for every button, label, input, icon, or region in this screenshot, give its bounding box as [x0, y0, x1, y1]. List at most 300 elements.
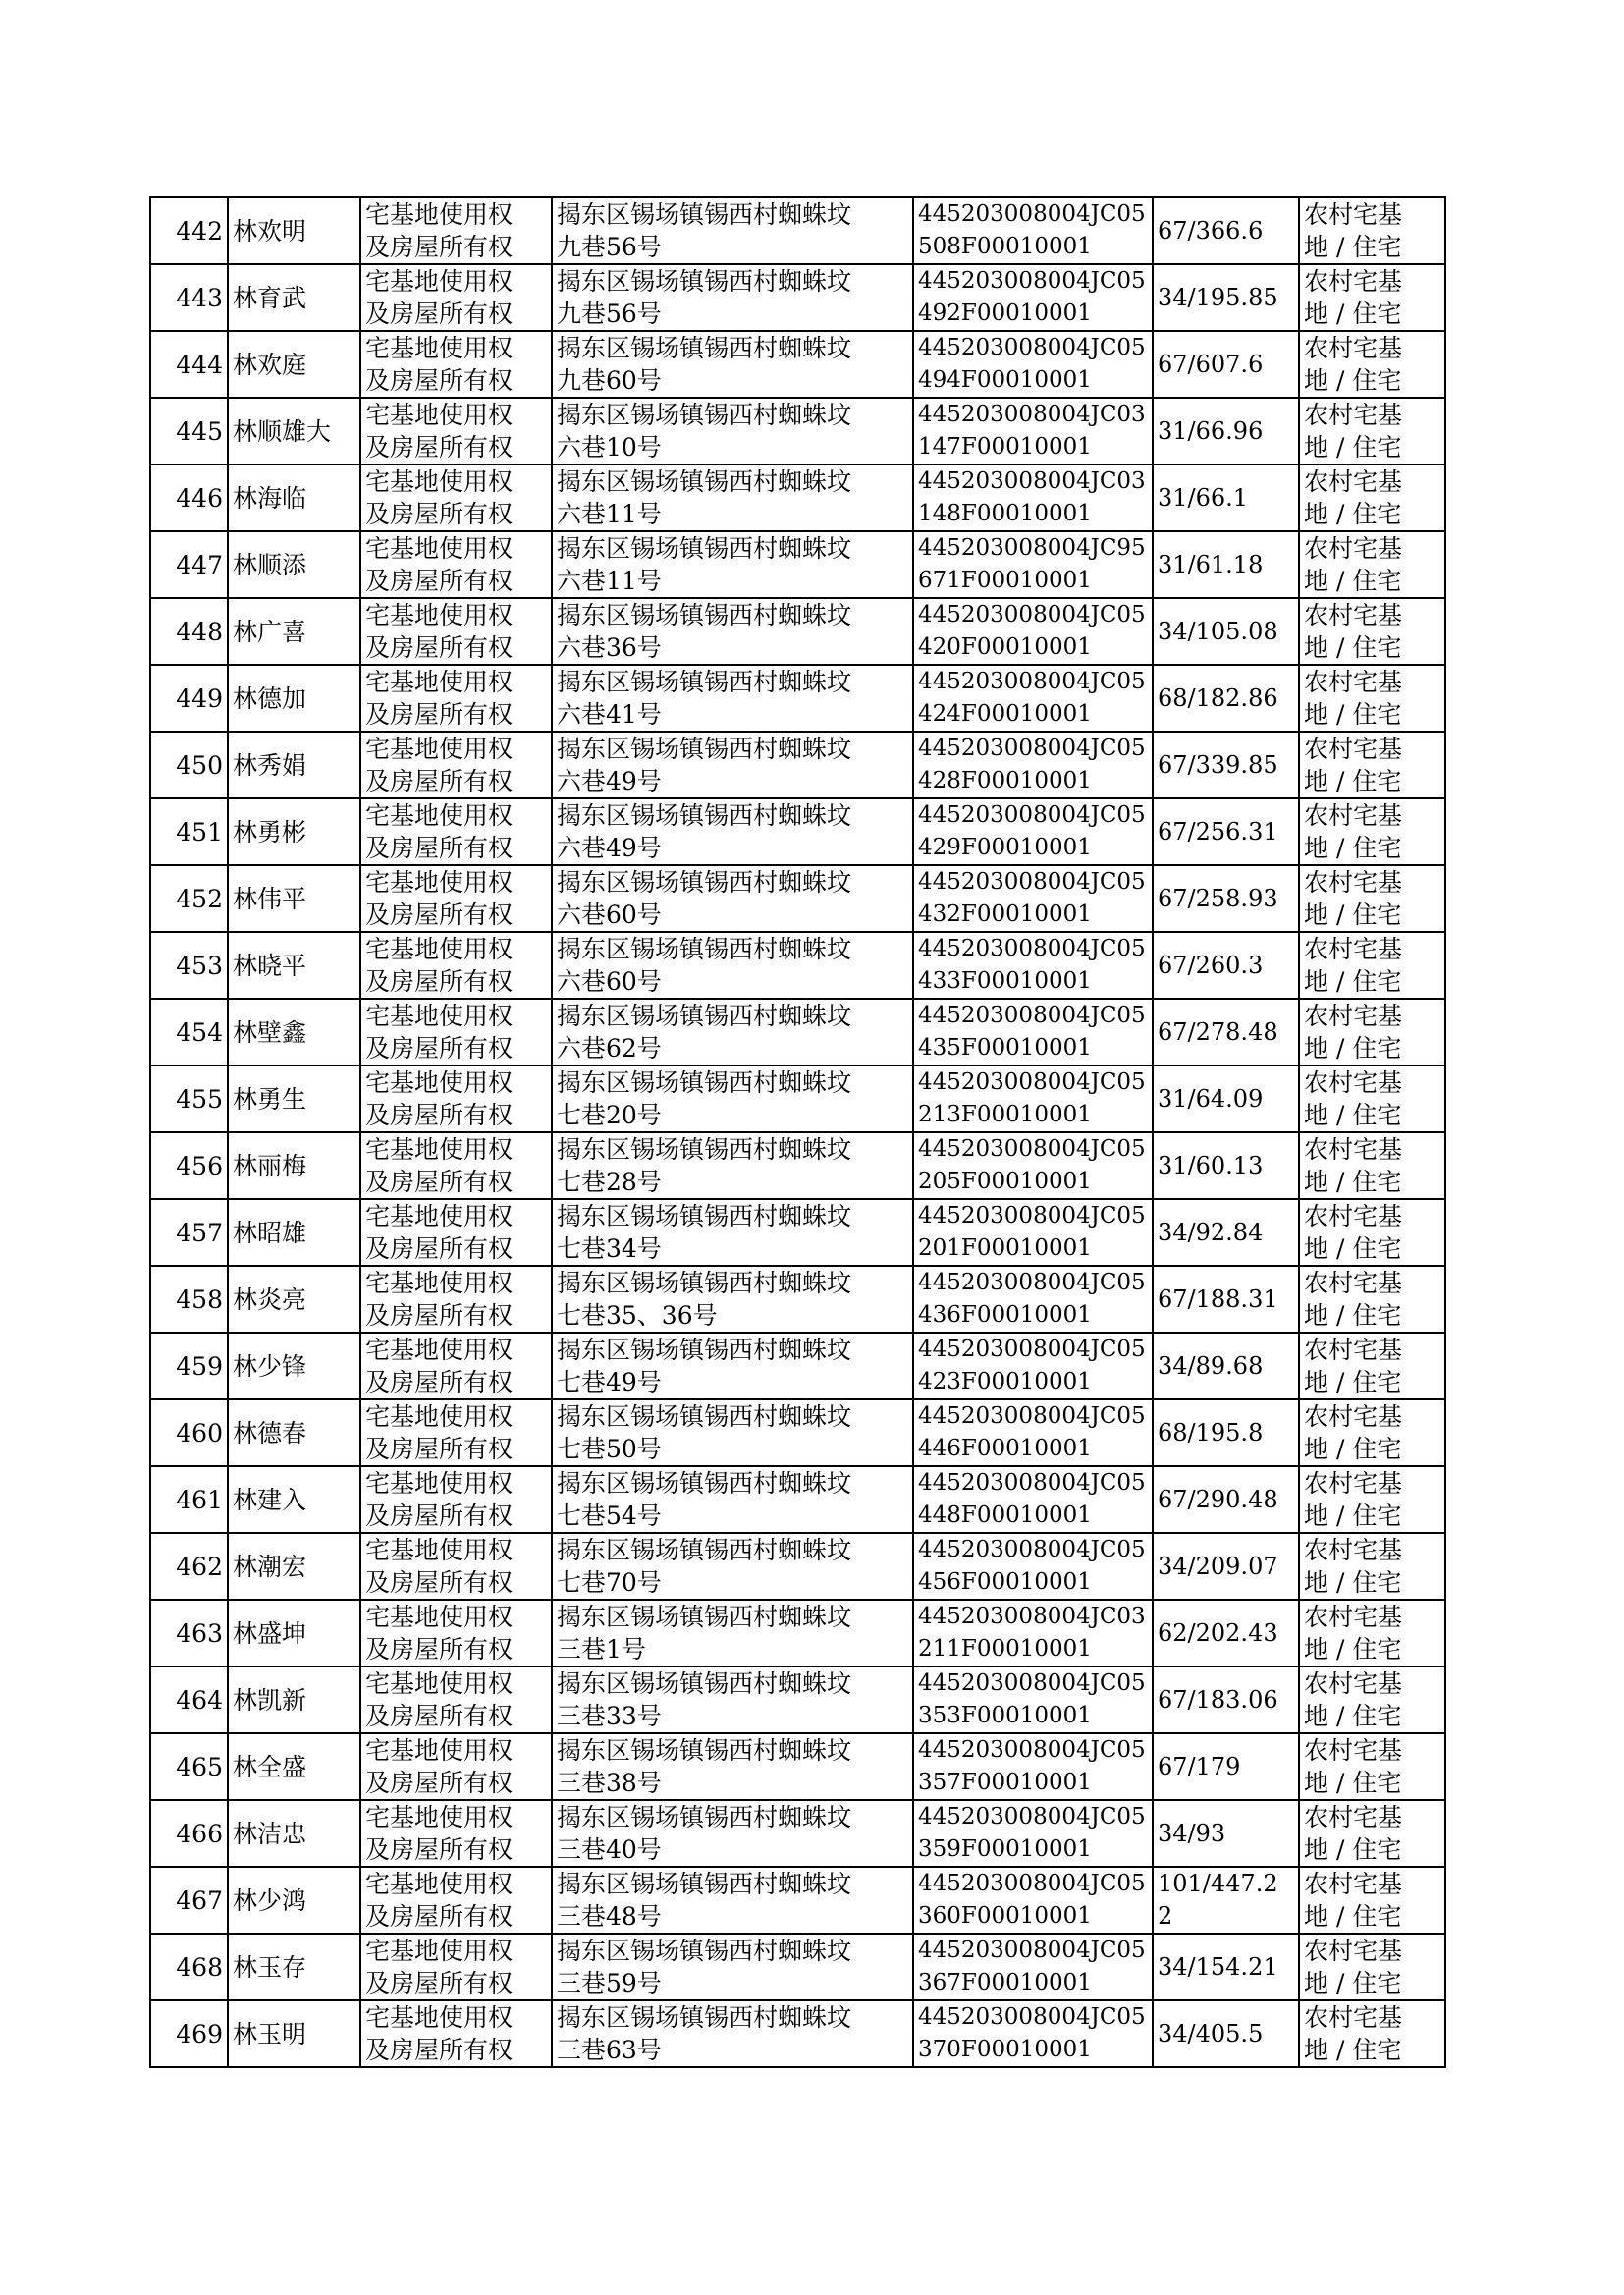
table-row — [150, 1733, 1445, 1800]
table-row — [150, 2000, 1445, 2067]
owner-name-text: 林少锋 — [233, 1351, 307, 1381]
unit-code-text: 445203008004JC05 — [918, 201, 1146, 227]
land-use-text: 地 / 住宅 — [1304, 1902, 1402, 1931]
right-type-cell — [360, 598, 552, 665]
unit-code-cell — [913, 1934, 1153, 2000]
owner-name-cell — [228, 598, 360, 665]
area-cell — [1153, 1600, 1299, 1667]
unit-code-cell — [913, 1199, 1153, 1266]
area-text: 62/202.43 — [1158, 1618, 1278, 1647]
unit-code-text: 432F00010001 — [918, 902, 1092, 927]
area-cell — [1153, 1399, 1299, 1466]
owner-name-text: 林炎亮 — [233, 1284, 307, 1314]
address-cell — [552, 398, 913, 464]
right-type-text: 宅基地使用权 — [365, 868, 514, 897]
right-type-text: 宅基地使用权 — [365, 601, 514, 629]
address-text: 七巷50号 — [557, 1435, 662, 1463]
row-number-text: 467 — [176, 1885, 223, 1915]
right-type-text: 及房屋所有权 — [365, 1435, 514, 1463]
address-text: 揭东区锡场镇锡西村蜘蛛坟 — [557, 1803, 852, 1831]
area-cell — [1153, 732, 1299, 798]
right-type-text: 宅基地使用权 — [365, 1469, 514, 1498]
area-text: 31/66.96 — [1158, 416, 1264, 445]
unit-code-text: 445203008004JC03 — [918, 468, 1146, 494]
unit-code-text: 445203008004JC05 — [918, 1804, 1146, 1830]
row-number-text: 450 — [176, 750, 223, 780]
right-type-cell — [360, 1132, 552, 1199]
table-row — [150, 665, 1445, 732]
right-type-cell — [360, 1733, 552, 1800]
unit-code-text: 445203008004JC05 — [918, 936, 1146, 961]
unit-code-text: 508F00010001 — [918, 234, 1092, 259]
right-type-cell — [360, 1333, 552, 1399]
address-cell — [552, 1199, 913, 1266]
land-use-text: 农村宅基 — [1304, 735, 1403, 763]
address-cell — [552, 732, 913, 798]
right-type-text: 及房屋所有权 — [365, 1168, 514, 1196]
address-text: 七巷20号 — [557, 1101, 662, 1129]
right-type-text: 及房屋所有权 — [365, 1502, 514, 1530]
table-row — [150, 1266, 1445, 1333]
right-type-cell — [360, 1667, 552, 1733]
right-type-cell — [360, 1533, 552, 1600]
land-use-text: 地 / 住宅 — [1304, 300, 1402, 328]
unit-code-cell — [913, 197, 1153, 264]
address-cell — [552, 331, 913, 398]
right-type-text: 宅基地使用权 — [365, 935, 514, 963]
unit-code-text: 671F00010001 — [918, 568, 1092, 593]
right-type-text: 及房屋所有权 — [365, 1568, 514, 1597]
unit-code-text: 423F00010001 — [918, 1369, 1092, 1394]
table-row — [150, 1800, 1445, 1867]
address-text: 揭东区锡场镇锡西村蜘蛛坟 — [557, 735, 852, 763]
row-number-text: 463 — [176, 1618, 223, 1648]
right-type-text: 宅基地使用权 — [365, 1736, 514, 1765]
table-row — [150, 1466, 1445, 1533]
area-text: 67/188.31 — [1158, 1284, 1278, 1313]
row-number-cell — [150, 598, 228, 665]
table-row — [150, 1533, 1445, 1600]
address-text: 揭东区锡场镇锡西村蜘蛛坟 — [557, 1536, 852, 1564]
table-row — [150, 732, 1445, 798]
land-use-cell — [1299, 197, 1445, 264]
right-type-cell — [360, 932, 552, 999]
owner-name-text: 林玉存 — [233, 1952, 307, 1982]
table-row — [150, 1667, 1445, 1733]
row-number-cell — [150, 932, 228, 999]
address-text: 揭东区锡场镇锡西村蜘蛛坟 — [557, 267, 852, 296]
address-cell — [552, 197, 913, 264]
right-type-text: 宅基地使用权 — [365, 534, 514, 563]
owner-name-text: 林玉明 — [233, 2019, 307, 2049]
land-use-cell — [1299, 1667, 1445, 1733]
unit-code-text: 357F00010001 — [918, 1770, 1092, 1795]
owner-name-cell — [228, 1533, 360, 1600]
right-type-text: 宅基地使用权 — [365, 2003, 514, 2032]
area-cell — [1153, 197, 1299, 264]
address-cell — [552, 264, 913, 331]
row-number-text: 460 — [176, 1418, 223, 1448]
owner-name-text: 林秀娟 — [233, 750, 307, 780]
table-row — [150, 1600, 1445, 1667]
right-type-cell — [360, 1466, 552, 1533]
unit-code-text: 201F00010001 — [918, 1235, 1092, 1261]
row-number-cell — [150, 1533, 228, 1600]
area-text: 34/195.85 — [1158, 283, 1278, 311]
area-text: 34/93 — [1158, 1819, 1226, 1847]
right-type-text: 及房屋所有权 — [365, 834, 514, 862]
land-use-cell — [1299, 665, 1445, 732]
right-type-cell — [360, 1867, 552, 1934]
land-use-text: 地 / 住宅 — [1304, 1769, 1402, 1797]
right-type-cell — [360, 1199, 552, 1266]
right-type-text: 及房屋所有权 — [365, 1702, 514, 1730]
land-use-text: 地 / 住宅 — [1304, 233, 1402, 261]
unit-code-cell — [913, 732, 1153, 798]
owner-name-cell — [228, 1867, 360, 1934]
row-number-text: 446 — [176, 483, 223, 513]
address-cell — [552, 1934, 913, 2000]
row-number-text: 451 — [176, 817, 223, 847]
right-type-text: 及房屋所有权 — [365, 1101, 514, 1129]
address-text: 揭东区锡场镇锡西村蜘蛛坟 — [557, 1135, 852, 1164]
land-use-text: 地 / 住宅 — [1304, 1835, 1402, 1864]
area-text: 67/278.48 — [1158, 1017, 1278, 1046]
right-type-cell — [360, 732, 552, 798]
land-use-cell — [1299, 1333, 1445, 1399]
address-text: 七巷35、36号 — [557, 1301, 718, 1330]
land-use-cell — [1299, 1266, 1445, 1333]
row-number-cell — [150, 1466, 228, 1533]
land-use-text: 农村宅基 — [1304, 200, 1403, 229]
table-row — [150, 398, 1445, 464]
area-text: 67/339.85 — [1158, 750, 1278, 779]
land-use-cell — [1299, 1867, 1445, 1934]
table-row — [150, 197, 1445, 264]
address-text: 七巷34号 — [557, 1234, 662, 1263]
unit-code-text: 445203008004JC05 — [918, 869, 1146, 895]
row-number-text: 462 — [176, 1552, 223, 1581]
table-row — [150, 464, 1445, 531]
land-use-text: 农村宅基 — [1304, 1402, 1403, 1431]
unit-code-text: 445203008004JC05 — [918, 669, 1146, 694]
area-cell — [1153, 1333, 1299, 1399]
area-text: 68/182.86 — [1158, 683, 1278, 712]
row-number-text: 455 — [176, 1084, 223, 1114]
address-text: 揭东区锡场镇锡西村蜘蛛坟 — [557, 1269, 852, 1297]
unit-code-cell — [913, 464, 1153, 531]
right-type-cell — [360, 1066, 552, 1132]
address-cell — [552, 1867, 913, 1934]
unit-code-text: 353F00010001 — [918, 1703, 1092, 1728]
area-text: 34/209.07 — [1158, 1552, 1278, 1580]
unit-code-text: 445203008004JC05 — [918, 2004, 1146, 2030]
right-type-text: 及房屋所有权 — [365, 2036, 514, 2064]
area-text: 2 — [1158, 1902, 1173, 1930]
address-text: 揭东区锡场镇锡西村蜘蛛坟 — [557, 1870, 852, 1898]
address-text: 六巷49号 — [557, 834, 662, 862]
address-text: 七巷49号 — [557, 1368, 662, 1396]
area-text: 67/183.06 — [1158, 1685, 1278, 1714]
right-type-text: 宅基地使用权 — [365, 1068, 514, 1097]
land-use-text: 地 / 住宅 — [1304, 901, 1402, 929]
address-text: 六巷49号 — [557, 767, 662, 795]
row-number-cell — [150, 665, 228, 732]
owner-name-text: 林少鸿 — [233, 1885, 307, 1915]
right-type-text: 及房屋所有权 — [365, 1368, 514, 1396]
land-use-cell — [1299, 1800, 1445, 1867]
row-number-text: 469 — [176, 2019, 223, 2049]
land-use-cell — [1299, 398, 1445, 464]
address-cell — [552, 1733, 913, 1800]
area-cell — [1153, 1800, 1299, 1867]
right-type-text: 宅基地使用权 — [365, 1135, 514, 1164]
address-text: 揭东区锡场镇锡西村蜘蛛坟 — [557, 1603, 852, 1631]
unit-code-text: 445203008004JC05 — [918, 1470, 1146, 1496]
owner-name-cell — [228, 798, 360, 865]
area-text: 34/105.08 — [1158, 617, 1278, 645]
row-number-cell — [150, 531, 228, 598]
right-type-cell — [360, 331, 552, 398]
area-cell — [1153, 1266, 1299, 1333]
area-text: 34/92.84 — [1158, 1218, 1264, 1246]
right-type-text: 及房屋所有权 — [365, 433, 514, 462]
area-cell — [1153, 1533, 1299, 1600]
land-use-text: 农村宅基 — [1304, 467, 1403, 496]
row-number-cell — [150, 1399, 228, 1466]
address-cell — [552, 2000, 913, 2067]
address-text: 六巷36号 — [557, 633, 662, 662]
right-type-text: 宅基地使用权 — [365, 334, 514, 362]
owner-name-cell — [228, 1667, 360, 1733]
area-cell — [1153, 1132, 1299, 1199]
address-text: 三巷63号 — [557, 2036, 662, 2064]
unit-code-text: 148F00010001 — [918, 501, 1092, 526]
unit-code-cell — [913, 331, 1153, 398]
owner-name-cell — [228, 1600, 360, 1667]
unit-code-text: 446F00010001 — [918, 1436, 1092, 1461]
address-cell — [552, 598, 913, 665]
unit-code-cell — [913, 1266, 1153, 1333]
unit-code-text: 445203008004JC05 — [918, 1938, 1146, 1963]
right-type-text: 宅基地使用权 — [365, 267, 514, 296]
land-use-text: 地 / 住宅 — [1304, 567, 1402, 595]
unit-code-text: 445203008004JC95 — [918, 535, 1146, 561]
owner-name-cell — [228, 2000, 360, 2067]
row-number-text: 442 — [176, 216, 223, 246]
address-text: 揭东区锡场镇锡西村蜘蛛坟 — [557, 1336, 852, 1364]
area-cell — [1153, 865, 1299, 932]
land-use-cell — [1299, 464, 1445, 531]
land-use-text: 农村宅基 — [1304, 1469, 1403, 1498]
address-cell — [552, 798, 913, 865]
land-use-cell — [1299, 1399, 1445, 1466]
area-cell — [1153, 798, 1299, 865]
address-text: 六巷10号 — [557, 433, 662, 462]
row-number-text: 465 — [176, 1752, 223, 1781]
land-use-cell — [1299, 732, 1445, 798]
row-number-cell — [150, 197, 228, 264]
land-use-text: 农村宅基 — [1304, 1536, 1403, 1564]
owner-name-text: 林全盛 — [233, 1752, 307, 1781]
right-type-cell — [360, 665, 552, 732]
unit-code-text: 433F00010001 — [918, 968, 1092, 994]
right-type-cell — [360, 865, 552, 932]
right-type-text: 及房屋所有权 — [365, 901, 514, 929]
area-cell — [1153, 464, 1299, 531]
row-number-cell — [150, 2000, 228, 2067]
unit-code-cell — [913, 932, 1153, 999]
area-text: 67/260.3 — [1158, 951, 1264, 979]
address-text: 七巷54号 — [557, 1502, 662, 1530]
row-number-cell — [150, 865, 228, 932]
address-text: 揭东区锡场镇锡西村蜘蛛坟 — [557, 401, 852, 429]
land-use-text: 农村宅基 — [1304, 1736, 1403, 1765]
right-type-text: 宅基地使用权 — [365, 1536, 514, 1564]
address-text: 六巷60号 — [557, 901, 662, 929]
row-number-text: 447 — [176, 550, 223, 579]
table-row — [150, 1934, 1445, 2000]
land-use-text: 地 / 住宅 — [1304, 1234, 1402, 1263]
right-type-text: 宅基地使用权 — [365, 1937, 514, 1965]
address-text: 三巷59号 — [557, 1969, 662, 1997]
unit-code-cell — [913, 1333, 1153, 1399]
table-row — [150, 1199, 1445, 1266]
land-use-cell — [1299, 1934, 1445, 2000]
owner-name-cell — [228, 665, 360, 732]
unit-code-cell — [913, 1800, 1153, 1867]
row-number-text: 459 — [176, 1351, 223, 1381]
unit-code-text: 445203008004JC05 — [918, 1670, 1146, 1696]
unit-code-text: 445203008004JC03 — [918, 1604, 1146, 1629]
address-cell — [552, 1266, 913, 1333]
owner-name-cell — [228, 264, 360, 331]
land-use-text: 地 / 住宅 — [1304, 1969, 1402, 1997]
unit-code-cell — [913, 1132, 1153, 1199]
unit-code-text: 367F00010001 — [918, 1970, 1092, 1995]
land-use-text: 农村宅基 — [1304, 401, 1403, 429]
unit-code-cell — [913, 1667, 1153, 1733]
land-use-text: 农村宅基 — [1304, 334, 1403, 362]
address-text: 揭东区锡场镇锡西村蜘蛛坟 — [557, 601, 852, 629]
address-cell — [552, 1399, 913, 1466]
land-use-text: 地 / 住宅 — [1304, 500, 1402, 528]
land-use-cell — [1299, 2000, 1445, 2067]
row-number-text: 444 — [176, 350, 223, 379]
land-use-text: 地 / 住宅 — [1304, 767, 1402, 795]
right-type-text: 及房屋所有权 — [365, 633, 514, 662]
area-text: 67/256.31 — [1158, 817, 1278, 846]
unit-code-text: 359F00010001 — [918, 1836, 1092, 1862]
address-text: 揭东区锡场镇锡西村蜘蛛坟 — [557, 467, 852, 496]
table-row — [150, 531, 1445, 598]
owner-name-cell — [228, 1466, 360, 1533]
owner-name-cell — [228, 1266, 360, 1333]
area-cell — [1153, 2000, 1299, 2067]
address-text: 七巷28号 — [557, 1168, 662, 1196]
land-use-text: 地 / 住宅 — [1304, 1168, 1402, 1196]
area-text: 67/290.48 — [1158, 1485, 1278, 1513]
row-number-cell — [150, 732, 228, 798]
area-cell — [1153, 531, 1299, 598]
land-use-cell — [1299, 798, 1445, 865]
unit-code-text: 445203008004JC05 — [918, 736, 1146, 761]
land-use-cell — [1299, 1733, 1445, 1800]
area-text: 101/447.2 — [1158, 1870, 1278, 1897]
register-table-body — [150, 197, 1445, 2067]
owner-name-cell — [228, 464, 360, 531]
land-use-text: 地 / 住宅 — [1304, 1368, 1402, 1396]
table-row — [150, 1066, 1445, 1132]
owner-name-text: 林海临 — [233, 483, 307, 513]
land-use-cell — [1299, 999, 1445, 1066]
address-text: 揭东区锡场镇锡西村蜘蛛坟 — [557, 200, 852, 229]
address-text: 揭东区锡场镇锡西村蜘蛛坟 — [557, 1002, 852, 1030]
unit-code-text: 445203008004JC05 — [918, 1069, 1146, 1095]
land-use-cell — [1299, 531, 1445, 598]
address-text: 揭东区锡场镇锡西村蜘蛛坟 — [557, 1202, 852, 1230]
right-type-text: 宅基地使用权 — [365, 735, 514, 763]
owner-name-cell — [228, 932, 360, 999]
unit-code-text: 456F00010001 — [918, 1569, 1092, 1595]
address-text: 揭东区锡场镇锡西村蜘蛛坟 — [557, 1469, 852, 1498]
table-row — [150, 1132, 1445, 1199]
land-use-text: 农村宅基 — [1304, 1803, 1403, 1831]
address-cell — [552, 932, 913, 999]
row-number-text: 464 — [176, 1685, 223, 1715]
unit-code-cell — [913, 665, 1153, 732]
right-type-text: 宅基地使用权 — [365, 1336, 514, 1364]
right-type-cell — [360, 1934, 552, 2000]
row-number-cell — [150, 398, 228, 464]
land-use-text: 地 / 住宅 — [1304, 433, 1402, 462]
owner-name-text: 林顺添 — [233, 550, 307, 579]
area-cell — [1153, 932, 1299, 999]
right-type-text: 及房屋所有权 — [365, 1835, 514, 1864]
row-number-cell — [150, 1867, 228, 1934]
address-text: 三巷38号 — [557, 1769, 662, 1797]
row-number-cell — [150, 1800, 228, 1867]
owner-name-text: 林顺雄大 — [233, 416, 332, 446]
right-type-cell — [360, 531, 552, 598]
unit-code-cell — [913, 531, 1153, 598]
land-use-text: 地 / 住宅 — [1304, 1635, 1402, 1664]
land-use-cell — [1299, 1533, 1445, 1600]
owner-name-text: 林德春 — [233, 1418, 307, 1448]
right-type-text: 及房屋所有权 — [365, 366, 514, 395]
table-row — [150, 865, 1445, 932]
table-row — [150, 999, 1445, 1066]
land-use-text: 地 / 住宅 — [1304, 1435, 1402, 1463]
right-type-text: 及房屋所有权 — [365, 500, 514, 528]
address-cell — [552, 1466, 913, 1533]
land-use-text: 农村宅基 — [1304, 1269, 1403, 1297]
right-type-cell — [360, 1600, 552, 1667]
land-use-text: 农村宅基 — [1304, 1002, 1403, 1030]
land-use-text: 农村宅基 — [1304, 1669, 1403, 1698]
unit-code-text: 445203008004JC05 — [918, 1203, 1146, 1229]
right-type-text: 及房屋所有权 — [365, 300, 514, 328]
land-use-cell — [1299, 1132, 1445, 1199]
right-type-text: 宅基地使用权 — [365, 467, 514, 496]
right-type-text: 及房屋所有权 — [365, 1635, 514, 1664]
unit-code-text: 213F00010001 — [918, 1102, 1092, 1127]
land-use-cell — [1299, 865, 1445, 932]
owner-name-text: 林建入 — [233, 1485, 307, 1514]
unit-code-cell — [913, 2000, 1153, 2067]
unit-code-cell — [913, 1399, 1153, 1466]
row-number-cell — [150, 464, 228, 531]
